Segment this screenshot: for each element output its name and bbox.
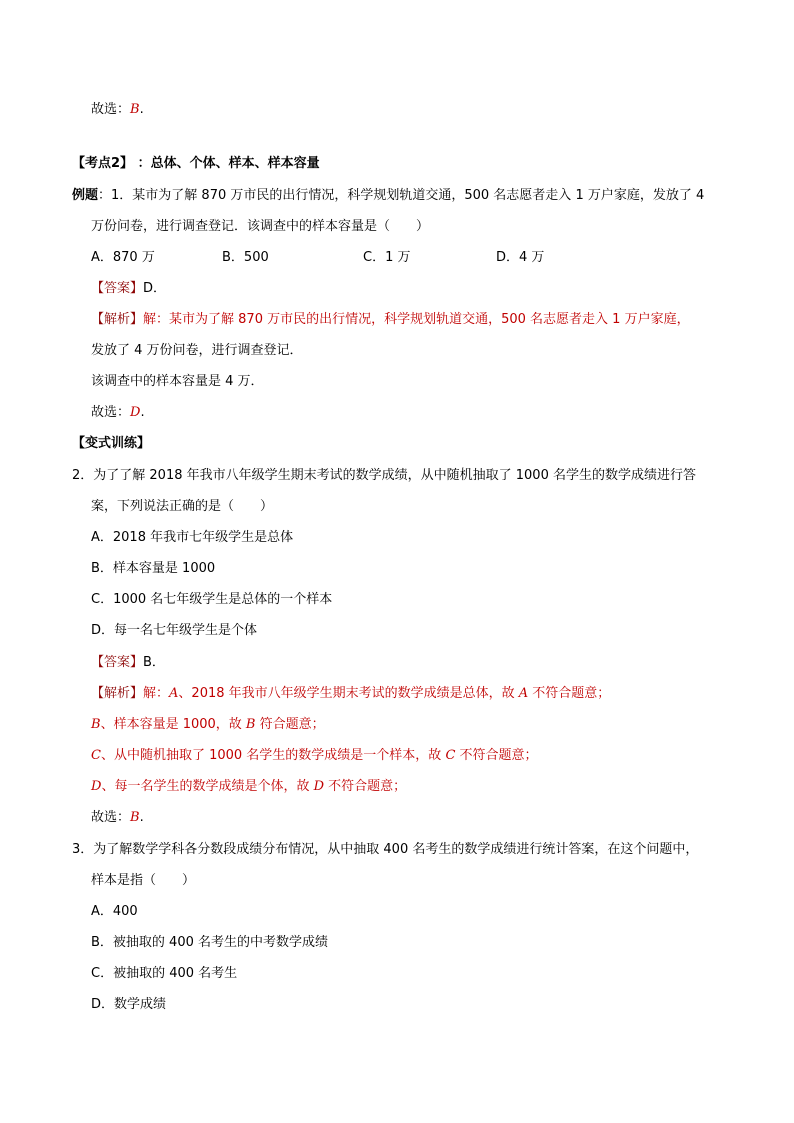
example-label: 例题 [72, 188, 99, 203]
answer-value: D． [143, 281, 167, 296]
choose-prefix: 故选： [91, 405, 131, 420]
analysis-text: 、2018 年我市八年级学生期末考试的数学成绩是总体，故 [178, 686, 519, 701]
example1-choose-line [91, 404, 145, 422]
example1-analysis-line2: 发放了 4 万份问卷，进行调查登记． [91, 343, 303, 358]
q2-option-c: C．1000 名七年级学生是总体的一个样本 [91, 592, 333, 607]
example-text: ：1．某市为了解 870 万市民的出行情况，科学规划轨道交通，500 名志愿者走入 1 万户家庭，发放了 4 [98, 188, 705, 203]
analysis-text: 、样本容量是 1000，故 [100, 717, 246, 732]
q3-line1: 3．为了解数学学科各分数段成绩分布情况，从中抽取 400 名考生的数学成绩进行统计答案，在这个问题中， [72, 842, 699, 857]
analysis-verdict: 不符合题意； [324, 779, 407, 794]
example1-option-d: D．4 万 [496, 250, 545, 265]
q2-line1: 2．为了了解 2018 年我市八年级学生期末考试的数学成绩，从中随机抽取了 1000 名学生的数学成绩进行答 [72, 468, 696, 483]
q2-choose-line [91, 809, 144, 827]
analysis-tag: 【解析】 [91, 686, 144, 701]
q2-answer-line [91, 654, 165, 672]
analysis-prefix: 解： [143, 686, 170, 701]
choose-letter: B [130, 102, 140, 117]
option-letter: A [169, 686, 179, 701]
example1-analysis-line1 [91, 311, 690, 329]
q3-option-d: D．数学成绩 [91, 997, 167, 1012]
analysis-verdict: 不符合题意； [528, 686, 611, 701]
option-letter: C [445, 748, 456, 763]
option-letter: B [245, 717, 256, 732]
choose-letter: D [130, 405, 141, 420]
choose-letter: B [130, 810, 140, 825]
analysis-text: 、每一名学生的数学成绩是个体，故 [101, 779, 314, 794]
example1-option-b: B．500 [222, 250, 269, 265]
q3-option-c: C．被抽取的 400 名考生 [91, 966, 238, 981]
analysis-tag: 【解析】 [91, 312, 144, 327]
choose-prefix: 故选： [91, 810, 131, 825]
answer-tag: 【答案】 [91, 281, 144, 296]
analysis-text: 、从中随机抽取了 1000 名学生的数学成绩是一个样本，故 [100, 748, 446, 763]
choose-suffix: . [139, 102, 144, 117]
example1-answer-line [91, 280, 166, 298]
q3-option-a: A．400 [91, 904, 138, 919]
choose-suffix: . [140, 405, 145, 420]
section-heading-kaodian2: 【考点2】 ：总体、个体、样本、样本容量 [72, 156, 320, 171]
option-letter: C [91, 748, 101, 763]
example1-analysis-line3: 该调查中的样本容量是 4 万． [91, 374, 264, 389]
q2-analysis-line-a [91, 685, 610, 703]
q2-analysis-line-c [91, 747, 538, 765]
example1-line1 [72, 187, 704, 205]
q2-option-b: B．样本容量是 1000 [91, 561, 216, 576]
example1-option-a: A．870 万 [91, 250, 155, 265]
choose-prefix: 故选： [91, 102, 131, 117]
option-letter: D [313, 779, 325, 794]
answer-value: B． [143, 655, 165, 670]
example1-option-c: C．1 万 [363, 250, 411, 265]
q2-analysis-line-b [91, 716, 325, 734]
option-letter: A [518, 686, 529, 701]
q3-option-b: B．被抽取的 400 名考生的中考数学成绩 [91, 935, 328, 950]
section-heading-bianshi: 【变式训练】 [72, 436, 151, 451]
example1-line2: 万份问卷，进行调查登记．该调查中的样本容量是（ ） [91, 219, 430, 234]
q3-line2: 样本是指（ ） [91, 873, 196, 888]
analysis-verdict: 符合题意； [255, 717, 325, 732]
option-letter: D [91, 779, 102, 794]
prev-choose-line [91, 101, 144, 119]
analysis-text: 解：某市为了解 870 万市民的出行情况，科学规划轨道交通，500 名志愿者走入 1 万户家庭， [143, 312, 690, 327]
analysis-verdict: 不符合题意； [455, 748, 538, 763]
answer-tag: 【答案】 [91, 655, 144, 670]
option-letter: B [91, 717, 101, 732]
q2-line2: 案，下列说法正确的是（ ） [91, 499, 274, 514]
choose-suffix: . [139, 810, 144, 825]
q2-option-a: A．2018 年我市七年级学生是总体 [91, 530, 294, 545]
q2-analysis-line-d [91, 778, 406, 796]
q2-option-d: D．每一名七年级学生是个体 [91, 623, 258, 638]
